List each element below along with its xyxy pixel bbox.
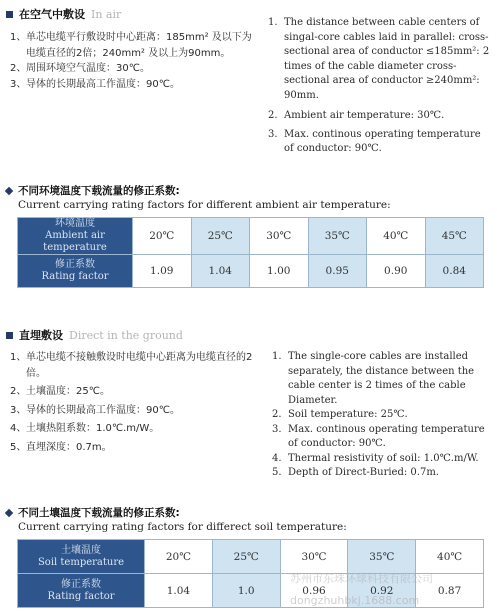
list-item: 4. Thermal resistivity of soil: 1.0℃.m/W. xyxy=(272,452,479,464)
section-title-en: In air xyxy=(91,7,122,21)
list-item: 2. Soil temperature: 25℃. xyxy=(272,409,408,420)
table-cell: 1.09 xyxy=(133,255,192,288)
section-header-air xyxy=(6,6,121,22)
list-item: 5. Depth of Direct-Buried: 0.7m. xyxy=(272,467,439,478)
caption-en: Current carrying rating factors for different ambient air temperature: xyxy=(18,199,391,211)
air-table-caption xyxy=(18,183,391,211)
table-cell: 30℃ xyxy=(250,218,309,255)
list-item: 1、 单芯电缆平行敷设时中心距离：185mm² 及以下为电缆直径的2倍；240mm² 及以上为90mm。 xyxy=(10,32,252,59)
caption-en: Current carrying rating factors for differect soil temperature: xyxy=(18,521,347,533)
air-conditions-en xyxy=(268,16,490,157)
watermark-company: 苏州市东珠环球科技有限公司 xyxy=(290,572,433,585)
list-item: 3、 导体的长期最高工作温度：90℃。 xyxy=(10,404,180,416)
list-item: 5、 直埋深度：0.7m。 xyxy=(10,441,112,453)
table-cell: 1.0 xyxy=(212,574,280,608)
row-header-rating-factor: 修正系数 Rating factor xyxy=(18,255,133,288)
table-cell: 0.84 xyxy=(425,255,484,288)
air-conditions-zh xyxy=(10,30,260,92)
table-cell: 1.04 xyxy=(145,574,213,608)
row-header-temperature: 环境温度 Ambient air temperature xyxy=(18,218,133,255)
table-cell: 40℃ xyxy=(416,540,484,574)
table-row xyxy=(18,255,484,288)
list-item: 1. The distance between cable centers of singal-core cables laid in parallel: cross-sectional area of conductor ≤185mm²: 2 times of the cable diameter cross-sectional area of conductor ≥240mm²: 90mm. xyxy=(268,17,490,101)
table-cell: 45℃ xyxy=(425,218,484,255)
section-title-zh: 直埋敷设 xyxy=(19,329,63,342)
square-bullet-icon xyxy=(6,11,13,18)
list-item: 1、 单芯电缆不接触敷设时电缆中心距离为电缆直径的2倍。 xyxy=(10,352,253,379)
table-cell: 25℃ xyxy=(212,540,280,574)
ground-conditions-zh xyxy=(10,350,260,455)
list-item: 2. Ambient air temperature: 30℃. xyxy=(268,110,445,121)
caption-zh: 不同土壤温度下载流量的修正系数: xyxy=(18,507,180,519)
table-cell: 0.90 xyxy=(367,255,426,288)
diamond-bullet-icon xyxy=(5,508,13,516)
list-item: 4、 土壤热阻系数：1.0℃.m/W。 xyxy=(10,423,160,434)
table-cell: 25℃ xyxy=(191,218,250,255)
list-item: 2、 周围环境空气温度：30℃。 xyxy=(10,63,150,74)
list-item: 2、 土壤温度：25℃。 xyxy=(10,386,110,397)
table-cell: 35℃ xyxy=(348,540,416,574)
table-cell: 1.04 xyxy=(191,255,250,288)
list-item: 3. Max. continous operating temperature of conductor: 90℃. xyxy=(268,128,481,154)
table-cell: 30℃ xyxy=(280,540,348,574)
table-row xyxy=(18,540,484,574)
table-row xyxy=(18,218,484,255)
air-rating-table xyxy=(17,217,484,288)
table-cell: 20℃ xyxy=(145,540,213,574)
section-header-ground xyxy=(6,327,183,343)
caption-zh: 不同环境温度下载流量的修正系数: xyxy=(18,185,180,197)
table-cell: 0.92 xyxy=(348,574,416,608)
row-header-rating-factor: 修正系数 Rating factor xyxy=(18,574,145,608)
section-title-zh: 在空气中敷设 xyxy=(19,8,85,21)
table-cell: 0.87 xyxy=(416,574,484,608)
table-cell: 0.95 xyxy=(308,255,367,288)
table-cell: 0.96 xyxy=(280,574,348,608)
list-item: 3、 导体的长期最高工作温度：90℃。 xyxy=(10,78,180,90)
list-item: 3. Max. continous operating temperature of conductor: 90℃. xyxy=(272,423,485,449)
table-cell: 35℃ xyxy=(308,218,367,255)
watermark-url: dongzhuhbkj.1688.com xyxy=(290,594,420,607)
square-bullet-icon xyxy=(6,332,13,339)
ground-conditions-en xyxy=(272,350,490,481)
row-header-temperature: 土壤温度 Soil temperature xyxy=(18,540,145,574)
table-cell: 20℃ xyxy=(133,218,192,255)
ground-table-caption xyxy=(18,505,347,533)
table-cell: 1.00 xyxy=(250,255,309,288)
table-cell: 40℃ xyxy=(367,218,426,255)
list-item: 1. The single-core cables are installed separately, the distance between the cable center is 2 times of the cable Diameter. xyxy=(272,351,475,406)
diamond-bullet-icon xyxy=(5,186,13,194)
section-title-en: Direct in the ground xyxy=(69,328,183,342)
